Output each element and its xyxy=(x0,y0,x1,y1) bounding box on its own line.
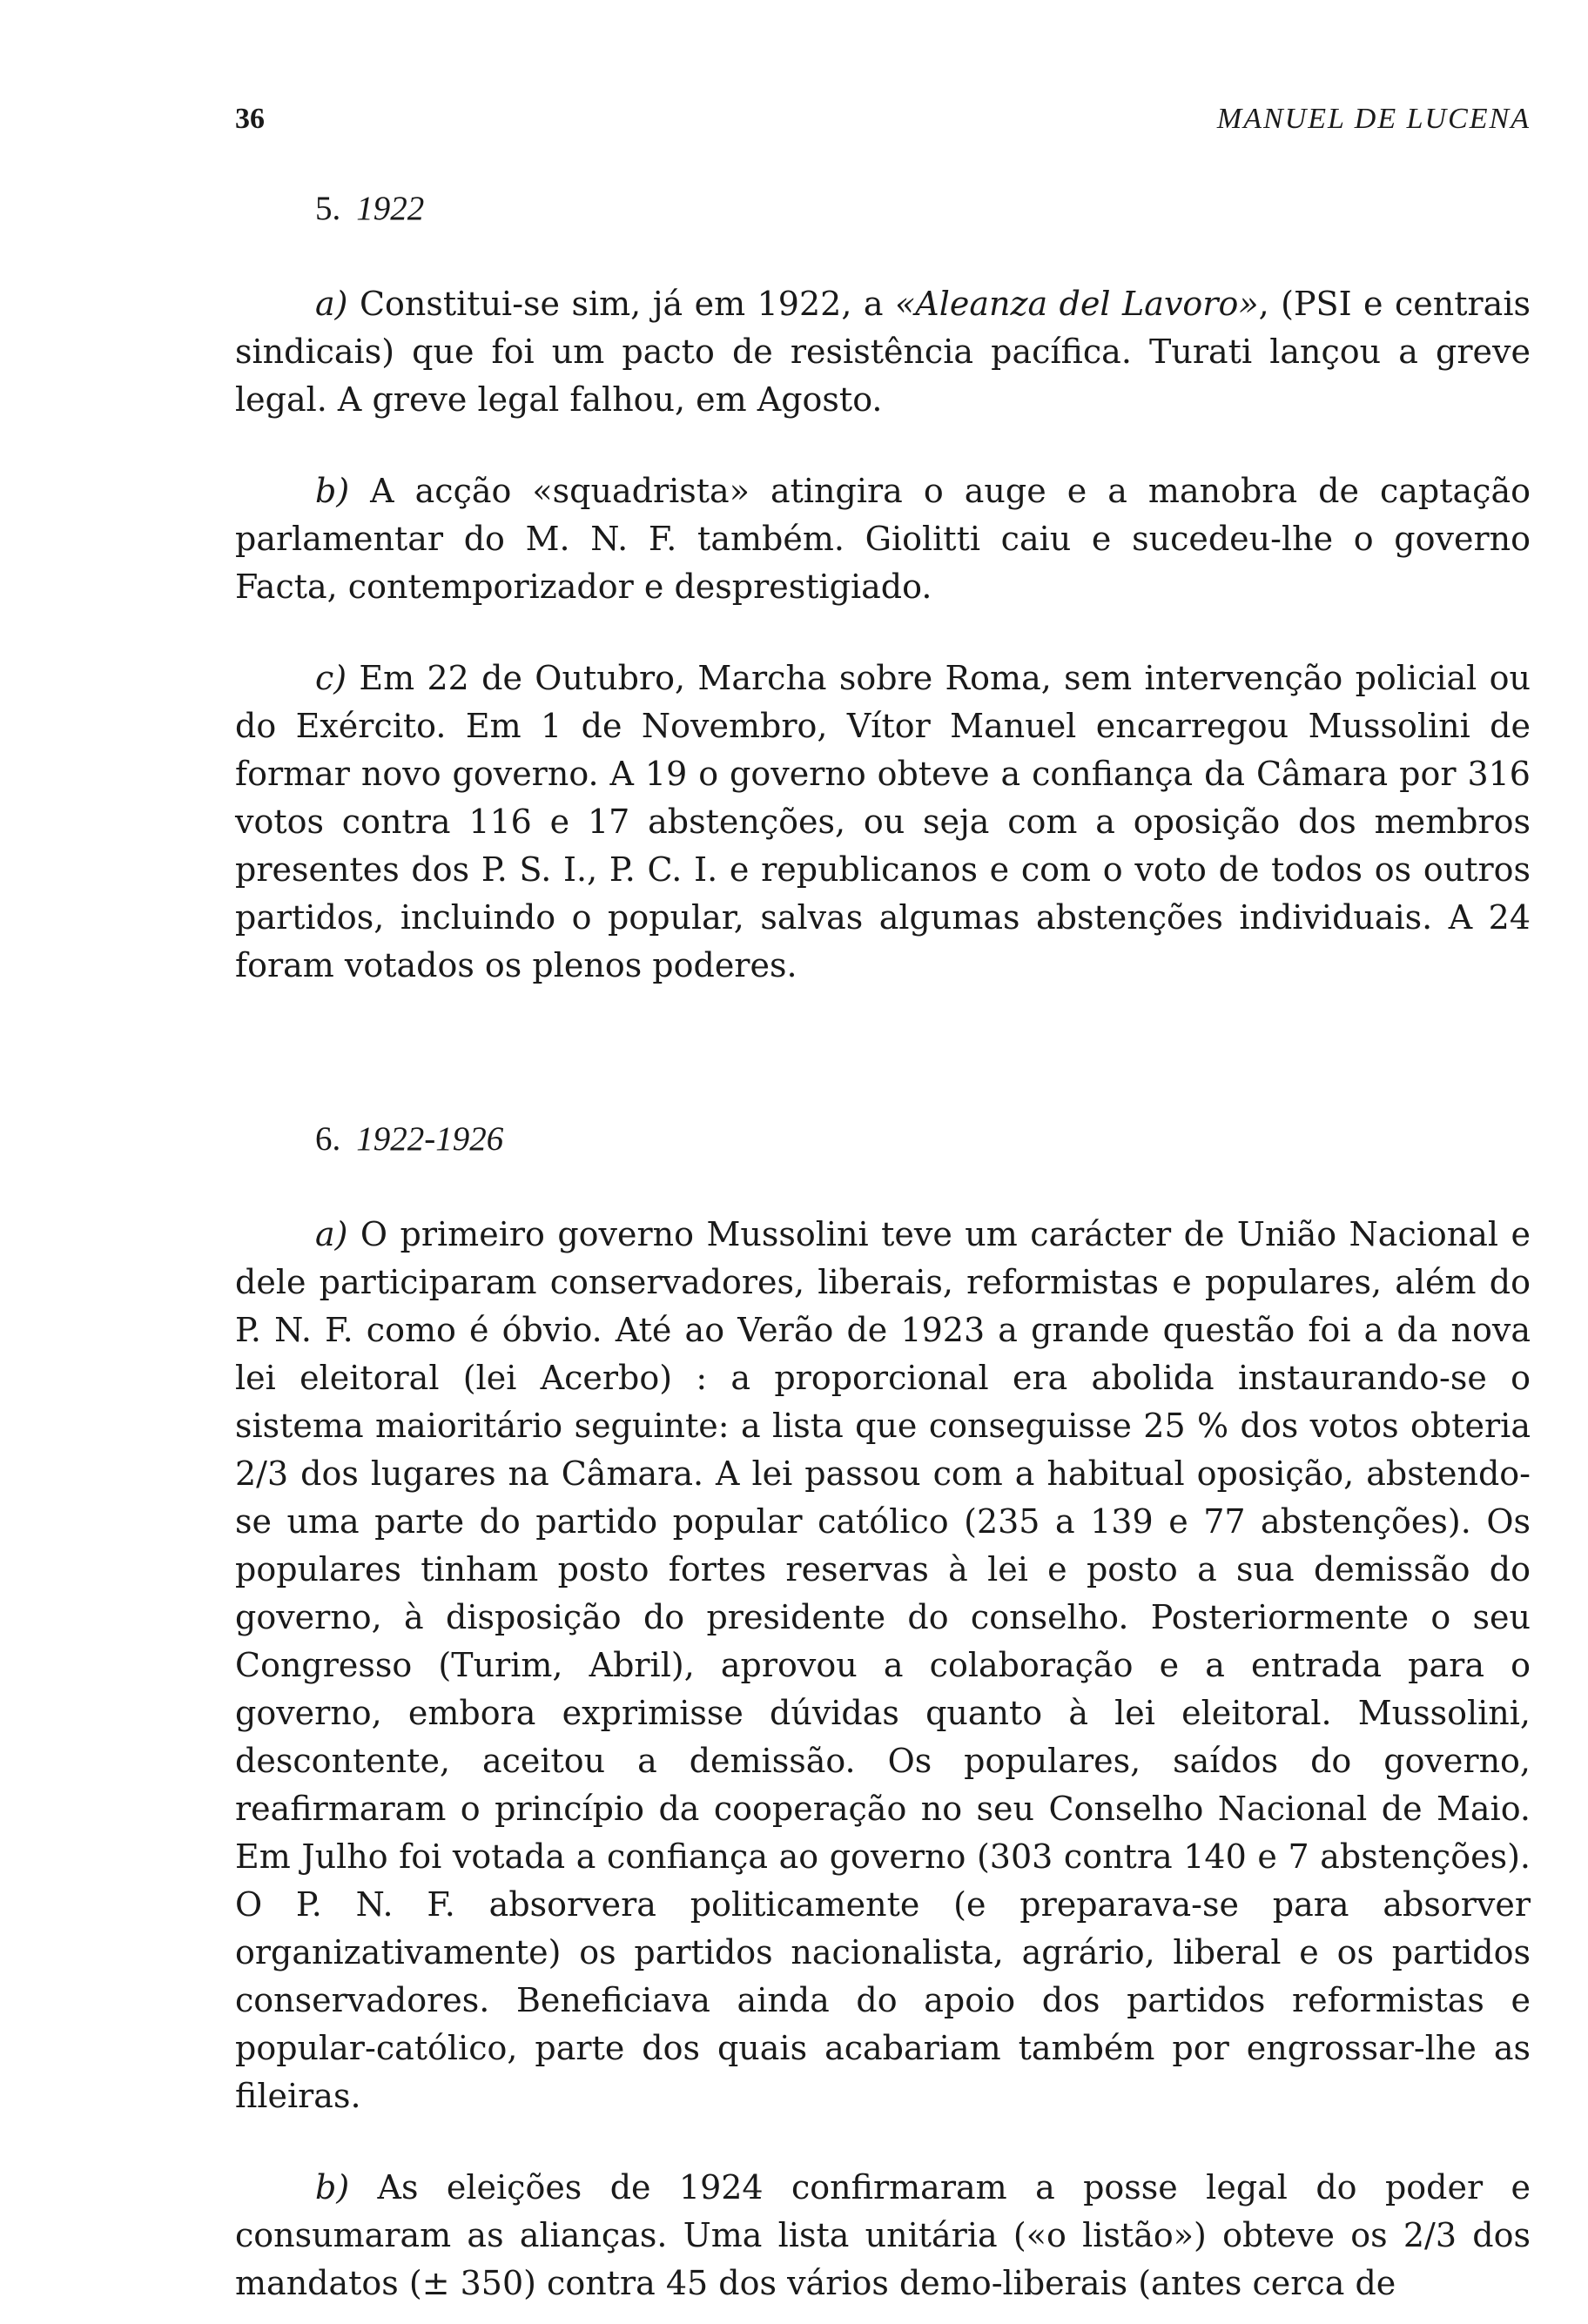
section-number: 6. xyxy=(315,1120,341,1158)
paragraph-label: a) xyxy=(315,1215,348,1253)
paragraph-label: b) xyxy=(315,472,350,510)
paragraph-5c xyxy=(235,655,1531,990)
paragraph-text: A acção «squadrista» atingira o auge e a manobra de captação parlamentar do M. N. F. também. Giolitti caiu e sucedeu-lhe o governo Facta, contemporizador e desprestigiado. xyxy=(235,472,1531,606)
paragraph-text: O primeiro governo Mussolini teve um carácter de União Nacional e dele participaram conservadores, liberais, reformistas e populares, além do P. N. F. como é óbvio. Até ao Verão de 1923 a grande questão foi a da nova lei eleitoral (lei Acerbo) : a proporcional era abolida instaurando-se o sistema maioritário seguinte: a lista que conseguisse 25 % dos votos obteria 2/3 dos lugares na Câmara. A lei passou com a habitual oposição, abstendo-se uma parte do partido popular católico (235 a 139 e 77 abstenções). Os populares tinham posto fortes reservas à lei e posto a sua demissão do governo, à disposição do presidente do conselho. Posteriormente o seu Congresso (Turim, Abril), aprovou a colaboração e a entrada para o governo, embora exprimisse dúvidas quanto à lei eleitoral. Mussolini, descontente, aceitou a demissão. Os populares, saídos do governo, reafirmaram o princípio da cooperação no seu Conselho Nacional de Maio. Em Julho foi votada a confiança ao governo (303 contra 140 e 7 abstenções). O P. N. F. absorvera politicamente (e preparava-se para absorver organizativamente) os partidos nacionalista, agrário, liberal e os partidos conservadores. Beneficiava ainda do apoio dos partidos reformistas e popular-católico, parte dos quais acabariam também por engrossar-lhe as fileiras. xyxy=(235,1215,1531,2115)
paragraph-label: c) xyxy=(315,659,347,697)
paragraph-label: b) xyxy=(315,2168,350,2206)
section-year: 1922-1926 xyxy=(356,1120,504,1158)
paragraph-label: a) xyxy=(315,285,348,323)
paragraph-6a xyxy=(235,1211,1531,2120)
paragraph-5a xyxy=(235,280,1531,424)
paragraph-5b xyxy=(235,467,1531,611)
paragraph-6b xyxy=(235,2164,1531,2307)
paragraph-text: , (PSI e centrais sindicais) que foi um pacto de resistência pacífica. Turati lançou a greve legal. A greve legal falhou, em Agosto. xyxy=(235,285,1531,419)
page-number: 36 xyxy=(235,103,265,135)
body-text xyxy=(235,183,1531,2307)
section-heading-6 xyxy=(315,1113,1531,1165)
section-year: 1922 xyxy=(356,190,425,227)
running-title: MANUEL DE LUCENA xyxy=(1216,103,1531,135)
paragraph-text: Constitui-se sim, já em 1922, a xyxy=(347,285,896,323)
section-number: 5. xyxy=(315,190,341,227)
paragraph-text: As eleições de 1924 confirmaram a posse legal do poder e consumaram as alianças. Uma lista unitária («o listão») obteve os 2/3 dos mandatos (± 350) contra 45 dos vários demo-liberais (antes cerca de xyxy=(235,2168,1531,2302)
section-heading-5 xyxy=(315,183,1531,235)
running-head xyxy=(235,103,1531,155)
paragraph-italic-text: «Aleanza del Lavoro» xyxy=(895,285,1259,323)
paragraph-text: Em 22 de Outubro, Marcha sobre Roma, sem intervenção policial ou do Exército. Em 1 de Novembro, Vítor Manuel encarregou Mussolini de formar novo governo. A 19 o governo obteve a confiança da Câmara por 316 votos contra 116 e 17 abstenções, ou seja com a oposição dos membros presentes dos P. S. I., P. C. I. e republicanos e com o voto de todos os outros partidos, incluindo o popular, salvas algumas abstenções individuais. A 24 foram votados os plenos poderes. xyxy=(235,659,1531,984)
